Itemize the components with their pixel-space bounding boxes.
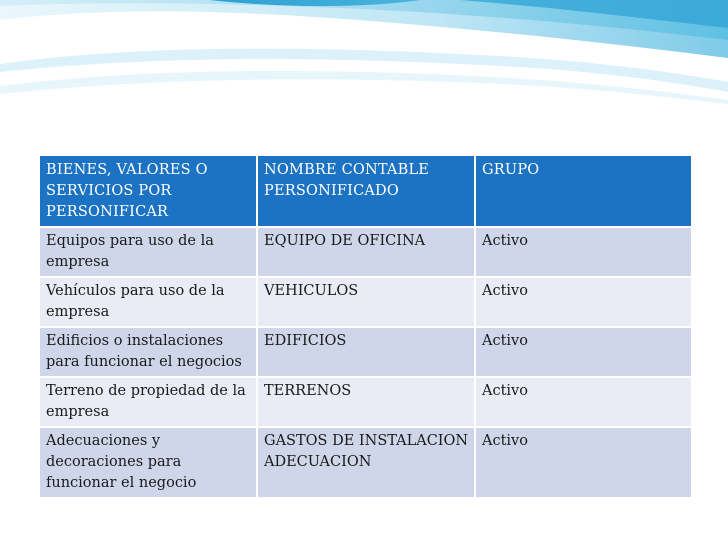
table-row — [39, 277, 692, 327]
cell-grupo: Activo — [475, 427, 692, 498]
cell-bienes: Equipos para uso de la empresa — [39, 227, 257, 277]
cell-nombre-contable: EDIFICIOS — [257, 327, 475, 377]
table-row — [39, 427, 692, 498]
cell-grupo: Activo — [475, 327, 692, 377]
cell-nombre-contable: EQUIPO DE OFICINA — [257, 227, 475, 277]
table-row — [39, 227, 692, 277]
wave-banner — [0, 0, 728, 110]
table-row — [39, 327, 692, 377]
table-header-row — [39, 155, 692, 227]
cell-bienes: Terreno de propiedad de la empresa — [39, 377, 257, 427]
cell-grupo: Activo — [475, 377, 692, 427]
cell-grupo: Activo — [475, 277, 692, 327]
cell-bienes: Adecuaciones y decoraciones para funcionar el negocio — [39, 427, 257, 498]
accounts-table — [38, 154, 693, 499]
cell-nombre-contable: VEHICULOS — [257, 277, 475, 327]
header-bienes: BIENES, VALORES O SERVICIOS POR PERSONIFICAR — [39, 155, 257, 227]
header-grupo: GRUPO — [475, 155, 692, 227]
header-nombre-contable: NOMBRE CONTABLE PERSONIFICADO — [257, 155, 475, 227]
cell-grupo: Activo — [475, 227, 692, 277]
cell-bienes: Edificios o instalaciones para funcionar el negocios — [39, 327, 257, 377]
cell-nombre-contable: TERRENOS — [257, 377, 475, 427]
cell-bienes: Vehículos para uso de la empresa — [39, 277, 257, 327]
cell-nombre-contable: GASTOS DE INSTALACION ADECUACION — [257, 427, 475, 498]
table-row — [39, 377, 692, 427]
